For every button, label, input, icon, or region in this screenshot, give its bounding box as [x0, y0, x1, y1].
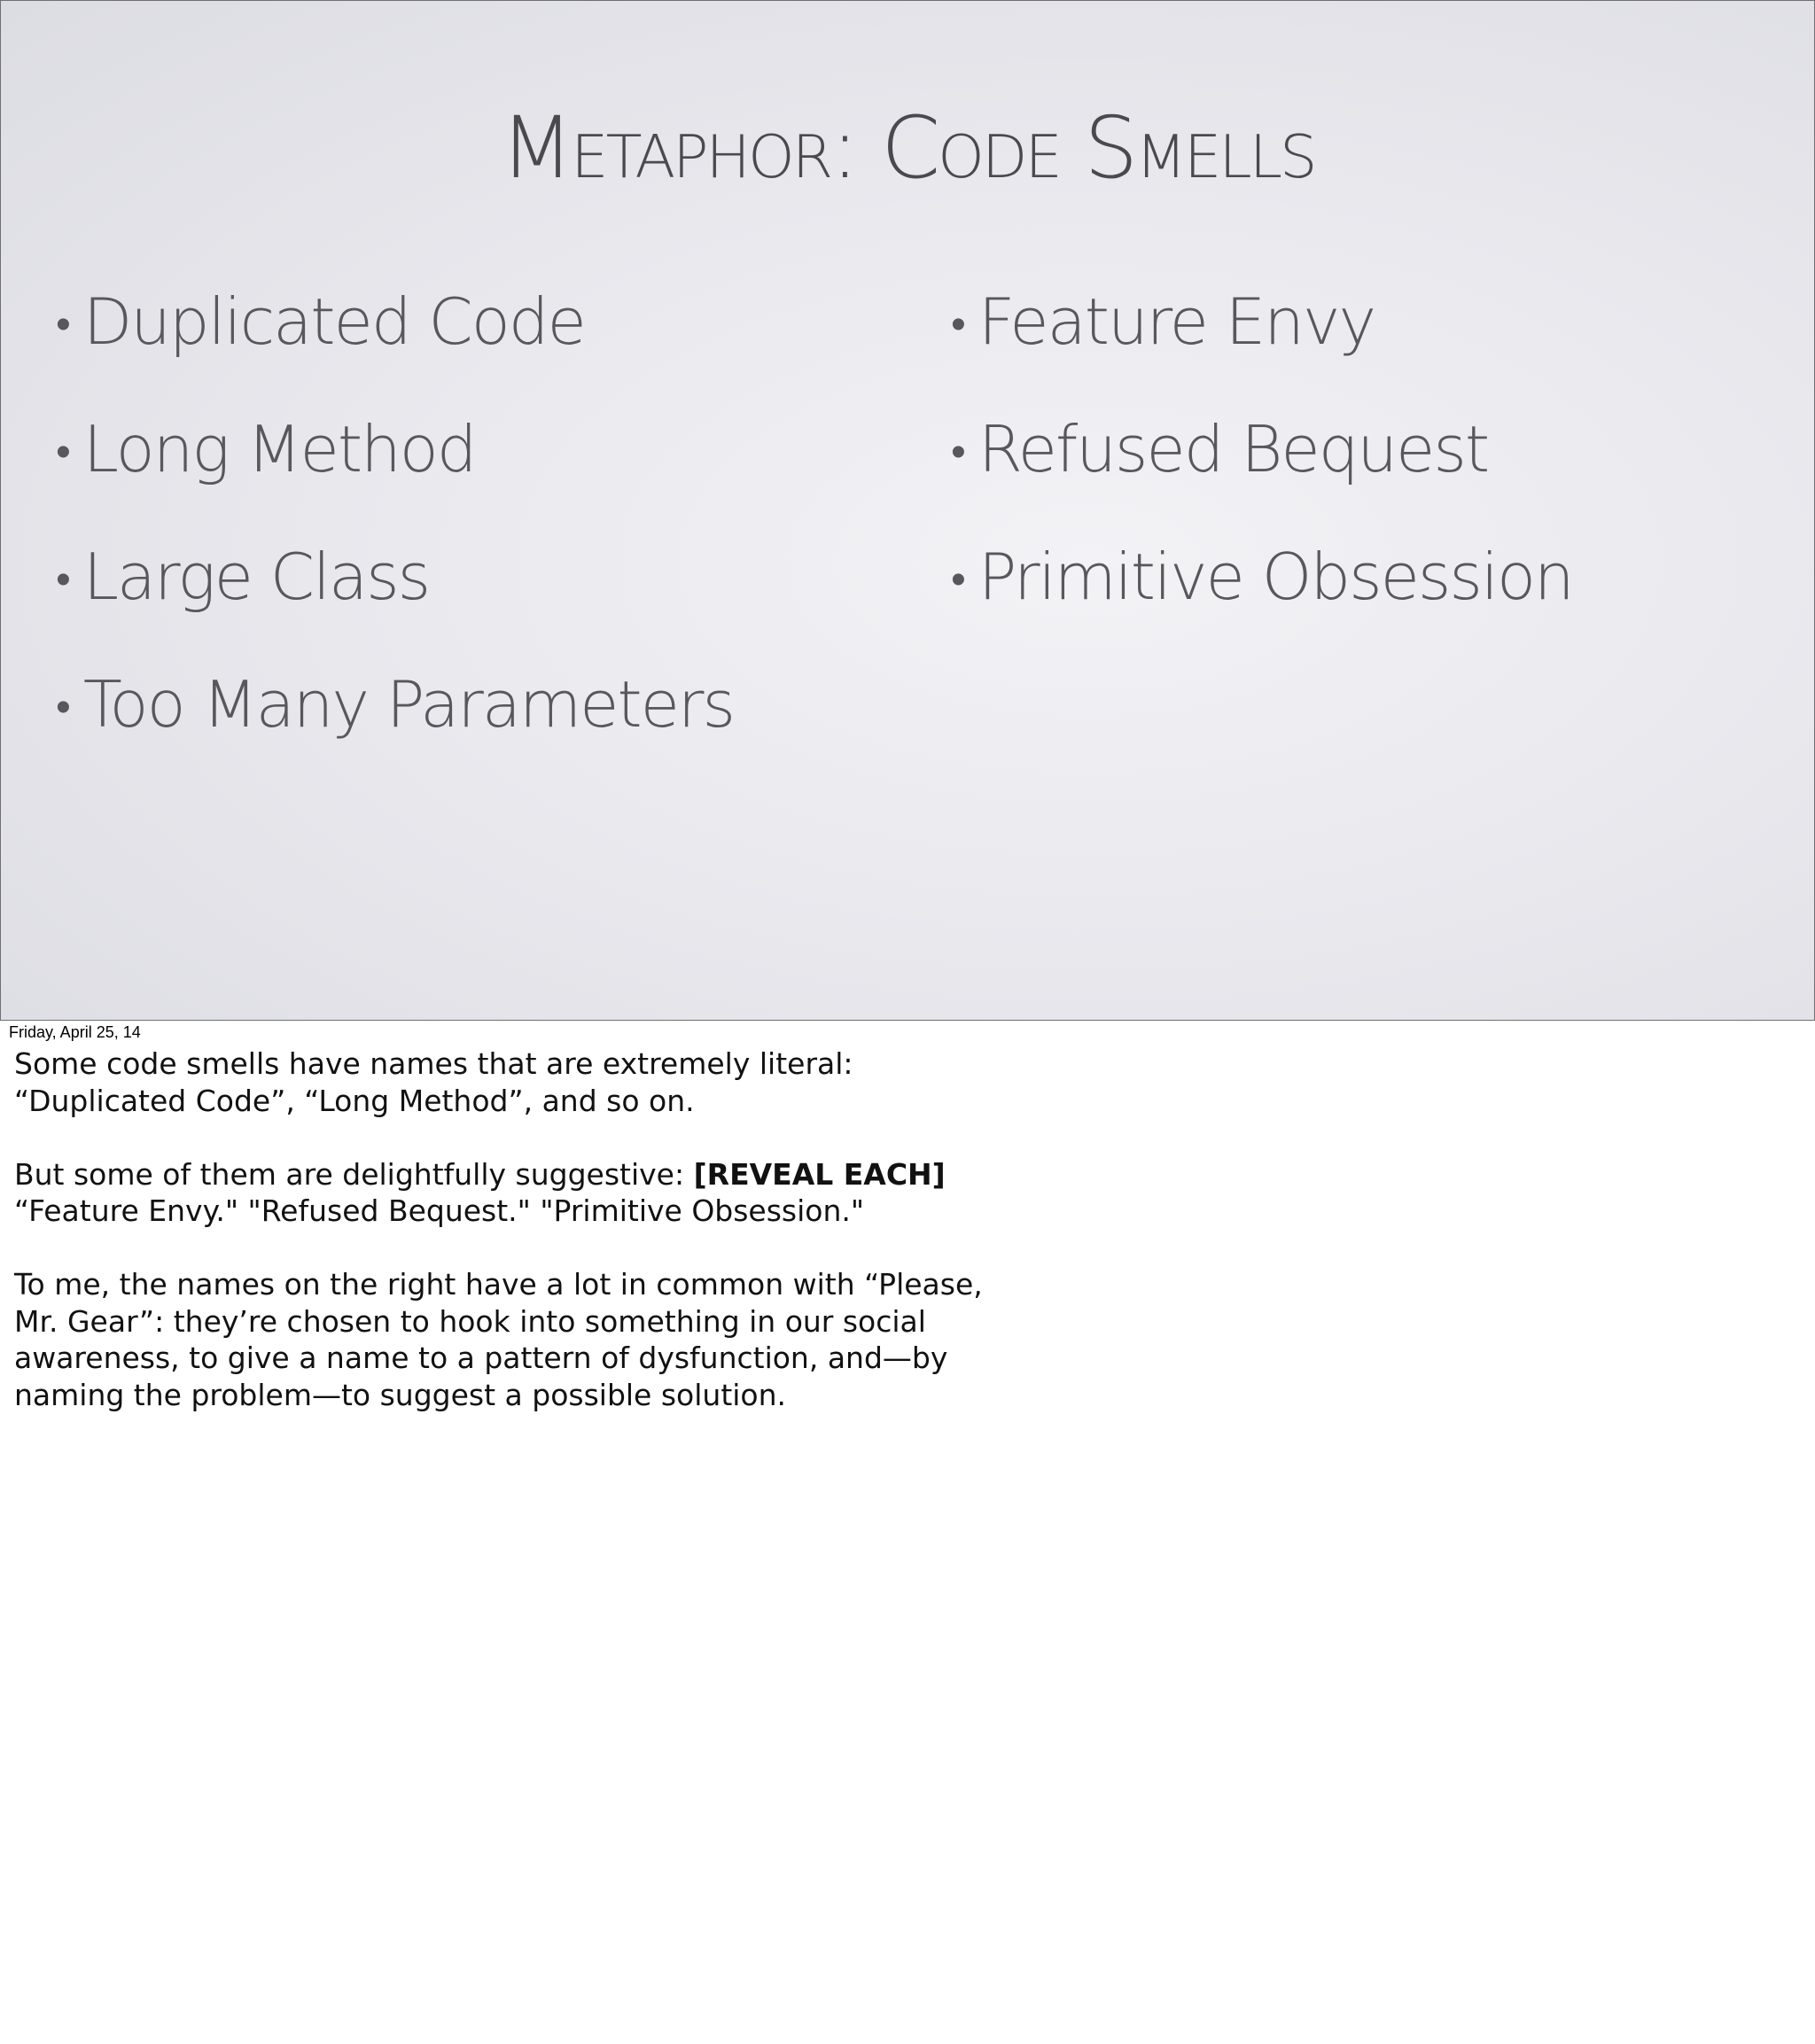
bullet-text: Long Method	[82, 412, 476, 486]
bullet-text: Too Many Parameters	[82, 667, 735, 742]
notes-line: “Duplicated Code”, “Long Method”, and so on.	[14, 1083, 695, 1118]
bullet-item	[56, 667, 734, 795]
slide-title: Metaphor: Code Smells	[500, 98, 1315, 198]
notes-line: “Feature Envy." "Refused Bequest." "Primitive Obsession."	[14, 1193, 865, 1228]
bullet-item	[56, 540, 734, 667]
notes-line: To me, the names on the right have a lot in common with “Please,	[14, 1267, 983, 1302]
notes-text: But some of them are delightfully suggestive:	[14, 1156, 694, 1192]
speaker-notes	[14, 1045, 1078, 1413]
bullet-item	[951, 412, 1573, 540]
slide	[0, 0, 1815, 1021]
slide-date: Friday, April 25, 14	[9, 1023, 141, 1041]
notes-line: awareness, to give a name to a pattern of dysfunction, and—by	[14, 1341, 948, 1375]
bullet-dot-icon: •	[56, 555, 69, 604]
right-bullet-list	[951, 284, 1573, 667]
bullet-text: Refused Bequest	[978, 412, 1489, 486]
reveal-cue: [REVEAL EACH]	[693, 1156, 946, 1192]
bullet-dot-icon: •	[951, 555, 964, 604]
notes-line: Mr. Gear”: they’re chosen to hook into something in our social	[14, 1303, 926, 1339]
bullet-dot-icon: •	[951, 299, 964, 349]
bullet-text: Primitive Obsession	[978, 540, 1573, 614]
notes-paragraph	[14, 1266, 1078, 1413]
bullet-text: Large Class	[82, 540, 430, 614]
left-bullet-list	[56, 284, 734, 795]
notes-line: Some code smells have names that are extremely literal:	[14, 1046, 853, 1081]
bullet-text: Duplicated Code	[82, 284, 585, 359]
bullet-item	[951, 284, 1573, 412]
notes-line	[14, 1156, 1078, 1193]
bullet-dot-icon: •	[56, 427, 69, 477]
bullet-item	[951, 540, 1573, 667]
notes-paragraph	[14, 1045, 1078, 1119]
bullet-text: Feature Envy	[978, 284, 1375, 359]
bullet-item	[56, 412, 734, 540]
notes-line: naming the problem—to suggest a possible solution.	[14, 1377, 787, 1412]
bullet-dot-icon: •	[56, 682, 69, 732]
bullet-dot-icon: •	[951, 427, 964, 477]
bullet-item	[56, 284, 734, 412]
notes-paragraph	[14, 1156, 1078, 1230]
bullet-dot-icon: •	[56, 299, 69, 349]
